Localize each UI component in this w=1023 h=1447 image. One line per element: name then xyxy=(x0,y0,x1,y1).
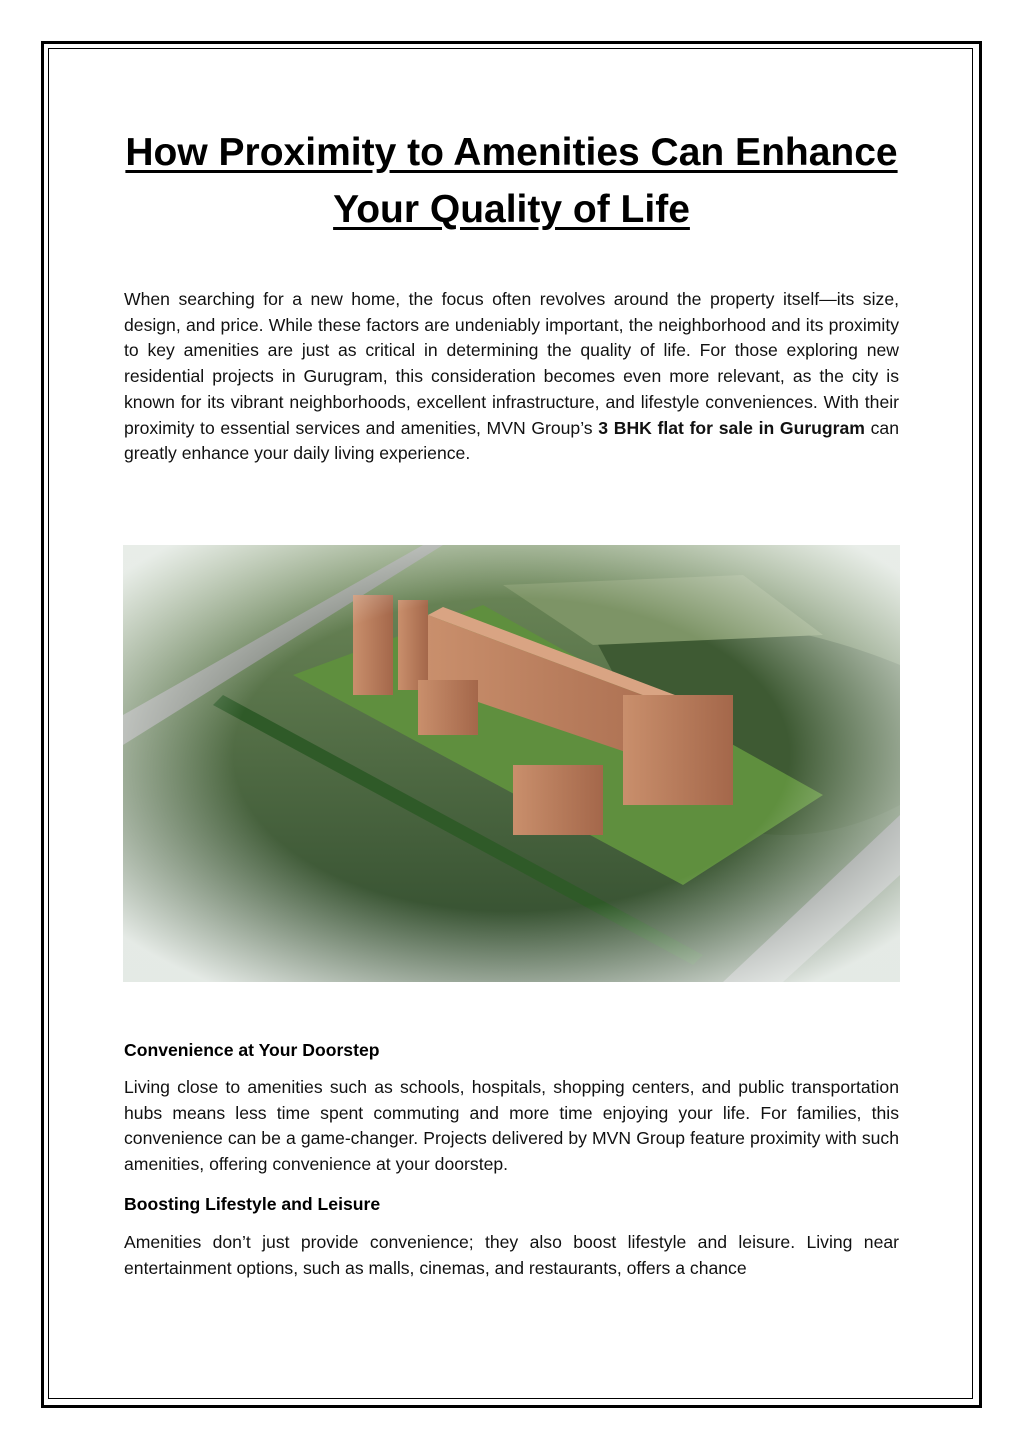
section-body-convenience: Living close to amenities such as schools, hospitals, shopping centers, and public transportation hubs means less time spent commuting and more time enjoying your life. For families, this convenience can be a game-changer. Projects delivered by MVN Group feature proximity with such amenities, offering convenience at your doorstep. xyxy=(124,1077,899,1175)
section-body-lifestyle: Amenities don’t just provide convenience; they also boost lifestyle and leisure. Living near entertainment options, such as malls, cinemas, and restaurants, offers a chance xyxy=(124,1232,899,1278)
section-heading-lifestyle: Boosting Lifestyle and Leisure xyxy=(124,1194,381,1214)
intro-text-after: can greatly enhance your daily living experience. xyxy=(124,417,899,464)
section-heading-convenience: Convenience at Your Doorstep xyxy=(124,1040,380,1060)
intro-bold-link-text: 3 BHK flat for sale in Gurugram xyxy=(598,417,865,438)
intro-text-before: When searching for a new home, the focus often revolves around the property itself—its size, design, and price. While these factors are undeniably important, the neighborhood and its proximity to key amenities are just as critical in determining the quality of life. For those exploring new residential projects in Gurugram, this consideration becomes even more relevant, as the city is known for its vibrant neighborhoods, excellent infrastructure, and lifestyle conveniences. With their proximity to essential services and amenities, MVN Group’s xyxy=(124,289,899,438)
hero-image xyxy=(123,545,900,982)
intro-paragraph xyxy=(124,287,899,467)
page-title: How Proximity to Amenities Can Enhance Your Quality of Life xyxy=(125,131,898,231)
